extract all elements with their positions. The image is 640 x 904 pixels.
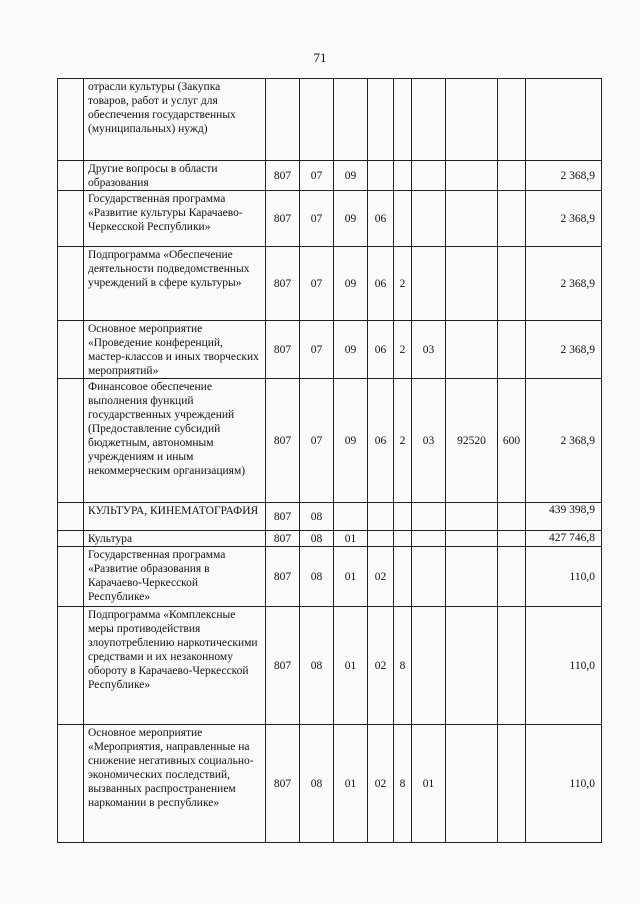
event-code [412, 191, 446, 247]
item-name: Основное мероприятие «Проведение конференций, мастер-классов и иных творческих мероприятий» [84, 321, 266, 379]
ved-code: 807 [266, 191, 300, 247]
expense-type-code [498, 191, 526, 247]
direction-code [446, 607, 498, 725]
subsection-code [334, 503, 368, 531]
direction-code: 92520 [446, 379, 498, 503]
expense-type-code [498, 531, 526, 547]
direction-code [446, 247, 498, 321]
amount: 2 368,9 [526, 191, 602, 247]
subsection-code: 09 [334, 379, 368, 503]
event-code [412, 79, 446, 161]
direction-code [446, 321, 498, 379]
event-code [412, 547, 446, 607]
table-row [58, 379, 602, 503]
row-number-cell [58, 247, 84, 321]
program-code: 06 [368, 247, 394, 321]
ved-code: 807 [266, 379, 300, 503]
subsection-code: 01 [334, 531, 368, 547]
table-row [58, 725, 602, 843]
table-row [58, 607, 602, 725]
program-code [368, 79, 394, 161]
section-code: 08 [300, 547, 334, 607]
ved-code: 807 [266, 607, 300, 725]
ved-code: 807 [266, 321, 300, 379]
ved-code: 807 [266, 725, 300, 843]
event-code: 01 [412, 725, 446, 843]
item-name: Государственная программа «Развитие образования в Карачаево-Черкесской Республике» [84, 547, 266, 607]
subprogram-code: 2 [394, 321, 412, 379]
subprogram-code [394, 161, 412, 191]
amount: 110,0 [526, 607, 602, 725]
subprogram-code [394, 531, 412, 547]
subsection-code: 01 [334, 725, 368, 843]
ved-code: 807 [266, 547, 300, 607]
expense-type-code [498, 607, 526, 725]
item-name: Подпрограмма «Комплексные меры противодействия злоупотреблению наркотическими средствами и их незаконному обороту в Карачаево-Черкесской Республике» [84, 607, 266, 725]
row-number-cell [58, 379, 84, 503]
section-code: 07 [300, 379, 334, 503]
amount: 110,0 [526, 547, 602, 607]
row-number-cell [58, 161, 84, 191]
row-number-cell [58, 547, 84, 607]
item-name: Культура [84, 531, 266, 547]
subprogram-code [394, 191, 412, 247]
item-name: Государственная программа «Развитие культуры Карачаево-Черкесской Республики» [84, 191, 266, 247]
subprogram-code [394, 503, 412, 531]
item-name: Основное мероприятие «Мероприятия, направленные на снижение негативных социально-экономических последствий, вызванных распространением наркомании в республике» [84, 725, 266, 843]
row-number-cell [58, 607, 84, 725]
program-code [368, 531, 394, 547]
table-row [58, 247, 602, 321]
row-number-cell [58, 503, 84, 531]
subsection-code [334, 79, 368, 161]
subsection-code: 09 [334, 321, 368, 379]
expense-type-code [498, 725, 526, 843]
direction-code [446, 161, 498, 191]
table-row [58, 321, 602, 379]
ved-code: 807 [266, 503, 300, 531]
subprogram-code: 2 [394, 247, 412, 321]
expense-type-code [498, 79, 526, 161]
table-row [58, 547, 602, 607]
amount: 110,0 [526, 725, 602, 843]
direction-code [446, 191, 498, 247]
ved-code: 807 [266, 531, 300, 547]
expense-type-code [498, 247, 526, 321]
subsection-code: 09 [334, 161, 368, 191]
row-number-cell [58, 725, 84, 843]
expense-type-code [498, 321, 526, 379]
direction-code [446, 547, 498, 607]
section-code: 07 [300, 161, 334, 191]
section-code [300, 79, 334, 161]
amount: 427 746,8 [526, 531, 602, 547]
subsection-code: 01 [334, 607, 368, 725]
amount [526, 79, 602, 161]
row-number-cell [58, 191, 84, 247]
program-code: 02 [368, 547, 394, 607]
item-name: отрасли культуры (Закупка товаров, работ и услуг для обеспечения государственных (муниципальных) нужд) [84, 79, 266, 161]
table-row [58, 531, 602, 547]
program-code: 06 [368, 191, 394, 247]
amount: 2 368,9 [526, 321, 602, 379]
item-name: Подпрограмма «Обеспечение деятельности подведомственных учреждений в сфере культуры» [84, 247, 266, 321]
table-row [58, 161, 602, 191]
expense-type-code [498, 547, 526, 607]
amount: 2 368,9 [526, 161, 602, 191]
amount: 2 368,9 [526, 379, 602, 503]
program-code: 02 [368, 725, 394, 843]
event-code: 03 [412, 321, 446, 379]
subprogram-code: 8 [394, 725, 412, 843]
direction-code [446, 725, 498, 843]
expense-type-code [498, 161, 526, 191]
subprogram-code: 8 [394, 607, 412, 725]
section-code: 07 [300, 321, 334, 379]
event-code: 03 [412, 379, 446, 503]
row-number-cell [58, 321, 84, 379]
amount: 2 368,9 [526, 247, 602, 321]
program-code: 02 [368, 607, 394, 725]
program-code [368, 161, 394, 191]
subsection-code: 09 [334, 191, 368, 247]
direction-code [446, 79, 498, 161]
section-code: 08 [300, 607, 334, 725]
amount: 439 398,9 [526, 503, 602, 531]
subprogram-code: 2 [394, 379, 412, 503]
expense-type-code [498, 503, 526, 531]
section-code: 08 [300, 725, 334, 843]
subprogram-code [394, 79, 412, 161]
ved-code [266, 79, 300, 161]
section-code: 07 [300, 247, 334, 321]
table-row [58, 191, 602, 247]
subsection-code: 01 [334, 547, 368, 607]
item-name: Другие вопросы в области образования [84, 161, 266, 191]
event-code [412, 247, 446, 321]
event-code [412, 531, 446, 547]
row-number-cell [58, 531, 84, 547]
row-number-cell [58, 79, 84, 161]
subsection-code: 09 [334, 247, 368, 321]
section-code: 08 [300, 531, 334, 547]
table-row [58, 503, 602, 531]
event-code [412, 161, 446, 191]
event-code [412, 503, 446, 531]
page-number: 71 [313, 50, 327, 65]
section-code: 08 [300, 503, 334, 531]
direction-code [446, 531, 498, 547]
item-name: Финансовое обеспечение выполнения функций государственных учреждений (Предоставление субсидий бюджетным, автономным учреждениям и иным некоммерческим организациям) [84, 379, 266, 503]
section-code: 07 [300, 191, 334, 247]
program-code: 06 [368, 321, 394, 379]
ved-code: 807 [266, 161, 300, 191]
subprogram-code [394, 547, 412, 607]
program-code: 06 [368, 379, 394, 503]
event-code [412, 607, 446, 725]
ved-code: 807 [266, 247, 300, 321]
direction-code [446, 503, 498, 531]
item-name: КУЛЬТУРА, КИНЕМАТОГРАФИЯ [84, 503, 266, 531]
expense-type-code: 600 [498, 379, 526, 503]
budget-table [57, 78, 602, 843]
program-code [368, 503, 394, 531]
table-row [58, 79, 602, 161]
